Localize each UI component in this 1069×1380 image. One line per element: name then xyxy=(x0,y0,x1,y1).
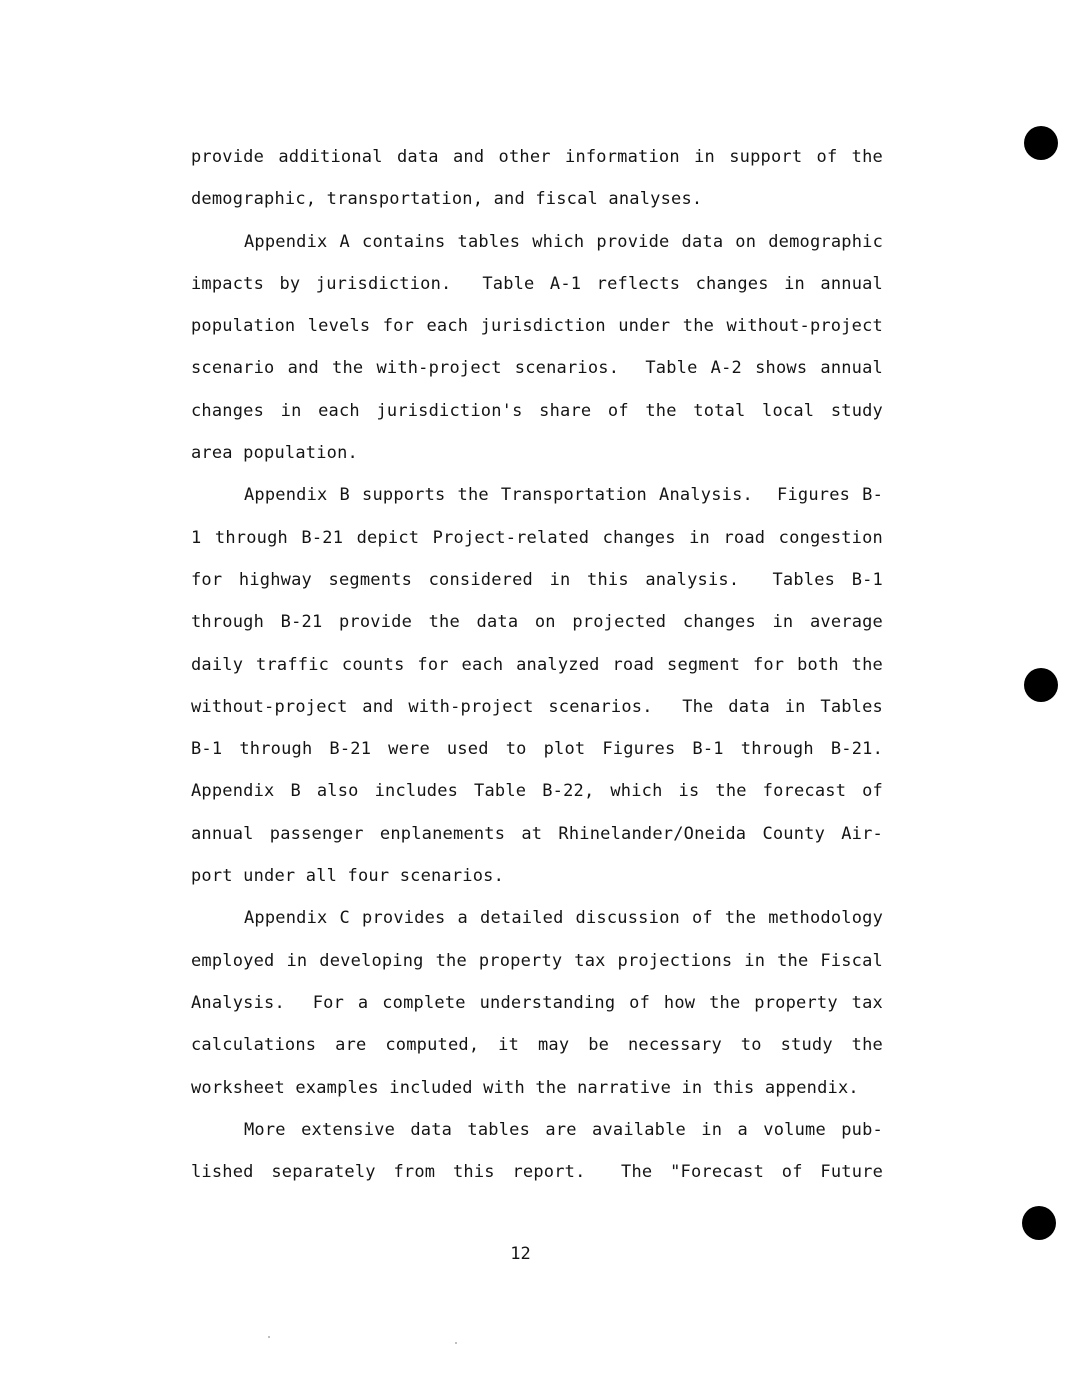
punch-hole-middle xyxy=(1024,668,1058,702)
text-line: Appendix B supports the Transportation Analysis. Figures B- xyxy=(244,485,883,506)
text-line: worksheet examples included with the narrative in this appendix. xyxy=(191,1077,859,1098)
paragraph xyxy=(191,1109,883,1194)
text-line: scenario and the with-project scenarios. Table A-2 shows annual xyxy=(191,358,883,379)
text-line: Appendix B also includes Table B-22, which is the forecast of xyxy=(191,781,883,802)
scan-speck xyxy=(268,1336,270,1338)
text-line: population levels for each jurisdiction under the without-project xyxy=(191,316,883,337)
text-line: annual passenger enplanements at Rhinelander/Oneida County Air- xyxy=(191,823,883,844)
text-line: 1 through B-21 depict Project-related changes in road congestion xyxy=(191,527,883,548)
text-line: lished separately from this report. The "Forecast of Future xyxy=(191,1162,883,1183)
page-number: 12 xyxy=(510,1244,531,1264)
text-line: employed in developing the property tax projections in the Fiscal xyxy=(191,950,883,971)
punch-hole-bottom xyxy=(1022,1206,1056,1240)
paragraph xyxy=(191,474,883,897)
text-line: Appendix C provides a detailed discussion of the methodology xyxy=(244,908,883,929)
text-line: without-project and with-project scenarios. The data in Tables xyxy=(191,696,883,717)
text-line: More extensive data tables are available in a volume pub- xyxy=(244,1119,883,1140)
text-line: for highway segments considered in this analysis. Tables B-1 xyxy=(191,569,883,590)
text-line: changes in each jurisdiction's share of the total local study xyxy=(191,400,883,421)
text-line: B-1 through B-21 were used to plot Figures B-1 through B-21. xyxy=(191,739,883,760)
scan-speck xyxy=(455,1342,457,1344)
text-line: demographic, transportation, and fiscal analyses. xyxy=(191,189,703,210)
text-line: impacts by jurisdiction. Table A-1 reflects changes in annual xyxy=(191,273,883,294)
text-line: Analysis. For a complete understanding of how the property tax xyxy=(191,992,883,1013)
text-line: through B-21 provide the data on projected changes in average xyxy=(191,612,883,633)
body-text xyxy=(191,136,883,1193)
text-line: port under all four scenarios. xyxy=(191,866,505,887)
text-line: area population. xyxy=(191,443,358,464)
text-line: Appendix A contains tables which provide data on demographic xyxy=(244,231,883,252)
text-line: daily traffic counts for each analyzed road segment for both the xyxy=(191,654,883,675)
paragraph xyxy=(191,221,883,475)
paragraph xyxy=(191,136,883,221)
paragraph xyxy=(191,897,883,1108)
text-line: provide additional data and other information in support of the xyxy=(191,147,883,167)
punch-hole-top xyxy=(1024,126,1058,160)
text-line: calculations are computed, it may be necessary to study the xyxy=(191,1035,883,1056)
